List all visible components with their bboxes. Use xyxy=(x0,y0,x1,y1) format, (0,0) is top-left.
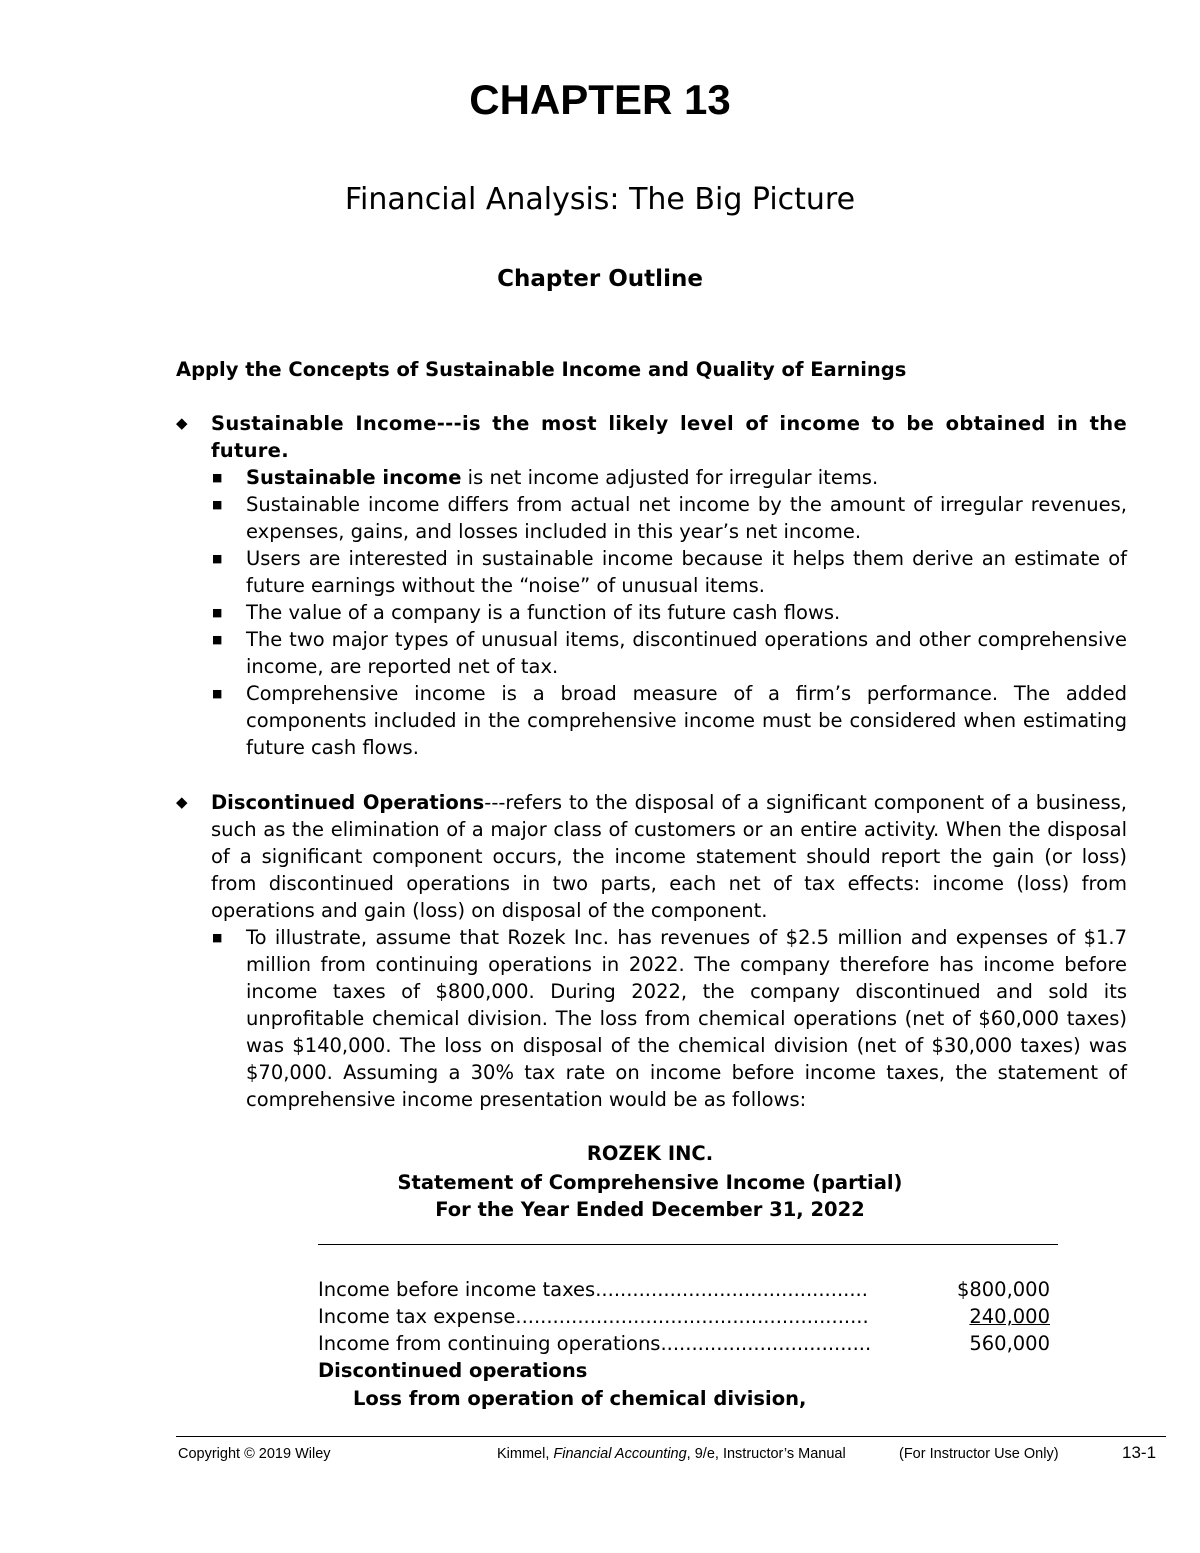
square-bullet-icon: ■ xyxy=(212,471,223,484)
footer-edition: , 9/e, Instructor’s Manual xyxy=(686,1446,846,1462)
chapter-outline-heading: Chapter Outline xyxy=(497,266,703,292)
bullet-discontinued-operations xyxy=(211,789,1127,924)
discontinued-operations-heading: Discontinued operations xyxy=(318,1359,588,1382)
sub-bullet-unusual-items: The two major types of unusual items, discontinued operations and other comprehensive income, are reported net of tax. xyxy=(246,628,1127,678)
square-bullet-icon: ■ xyxy=(212,931,223,944)
bullet-sustainable-income: Sustainable Income---is the most likely level of income to be obtained in the future. xyxy=(211,412,1127,462)
diamond-bullet-icon: ◆ xyxy=(176,793,188,811)
sub-bullet-differs: Sustainable income differs from actual net income by the amount of irregular revenues, expenses, gains, and losses included in this year’s net income. xyxy=(246,493,1127,543)
footer-author: Kimmel, xyxy=(497,1446,554,1462)
statement-period: For the Year Ended December 31, 2022 xyxy=(435,1198,865,1221)
square-bullet-icon: ■ xyxy=(212,687,223,700)
loss-from-operation-line: Loss from operation of chemical division, xyxy=(353,1387,807,1410)
diamond-bullet-icon: ◆ xyxy=(176,414,188,432)
section-heading: Apply the Concepts of Sustainable Income and Quality of Earnings xyxy=(176,358,907,381)
chapter-title: CHAPTER 13 xyxy=(469,76,731,123)
row-continuing-operations: Income from continuing operations.................................. xyxy=(318,1332,872,1355)
statement-title: Statement of Comprehensive Income (partial) xyxy=(397,1171,903,1194)
statement-divider xyxy=(318,1244,1058,1245)
amount-continuing-operations: 560,000 xyxy=(969,1332,1050,1355)
amount-income-before-taxes: $800,000 xyxy=(956,1278,1050,1301)
square-bullet-icon: ■ xyxy=(212,498,223,511)
footer-book-title: Financial Accounting xyxy=(553,1446,687,1462)
definition-text: is net income adjusted for irregular items. xyxy=(461,466,879,489)
square-bullet-icon: ■ xyxy=(212,606,223,619)
sub-bullet-illustration: To illustrate, assume that Rozek Inc. has revenues of $2.5 million and expenses of $1.7 million from continuing operations in 2022. The company therefore has income before income taxes of $800,000. During 2022, the company discontinued and sold its unprofitable chemical division. The loss from chemical operations (net of $60,000 taxes) was $140,000. The loss on disposal of the chemical division (net of $30,000 taxes) was $70,000. Assuming a 30% tax rate on income before income taxes, the statement of comprehensive income presentation would be as follows: xyxy=(246,926,1127,1111)
term-discontinued-operations: Discontinued Operations xyxy=(211,791,485,814)
amount-income-tax-expense: 240,000 xyxy=(969,1305,1050,1328)
statement-company: ROZEK INC. xyxy=(586,1142,714,1165)
sub-bullet-users: Users are interested in sustainable income because it helps them derive an estimate of future earnings without the “noise” of unusual items. xyxy=(246,547,1127,597)
sub-bullet-definition xyxy=(246,464,1127,491)
page-number: 13-1 xyxy=(1122,1443,1157,1462)
footer-divider xyxy=(176,1436,1166,1437)
square-bullet-icon: ■ xyxy=(212,552,223,565)
footer-copyright: Copyright © 2019 Wiley xyxy=(178,1446,331,1462)
chapter-subtitle: Financial Analysis: The Big Picture xyxy=(344,182,856,217)
footer-usage-note: (For Instructor Use Only) xyxy=(899,1446,1059,1462)
discontinued-operations-text: ---refers to the disposal of a significant component of a business, such as the elimination of a major class of customers or an entire activity. When the disposal of a significant component occurs, the income statement should report the gain (or loss) from discontinued operations in two parts, each net of tax effects: income (loss) from operations and gain (loss) on disposal of the component. xyxy=(211,791,1127,922)
sub-bullet-value: The value of a company is a function of its future cash flows. xyxy=(246,601,841,624)
sub-bullet-comprehensive: Comprehensive income is a broad measure of a firm’s performance. The added components included in the comprehensive income must be considered when estimating future cash flows. xyxy=(246,682,1127,759)
row-income-before-taxes: Income before income taxes............................................ xyxy=(318,1278,868,1301)
row-income-tax-expense: Income tax expense......................................................... xyxy=(318,1305,869,1328)
footer-book-info xyxy=(497,1445,846,1463)
term-sustainable-income: Sustainable income xyxy=(246,466,462,489)
square-bullet-icon: ■ xyxy=(212,633,223,646)
